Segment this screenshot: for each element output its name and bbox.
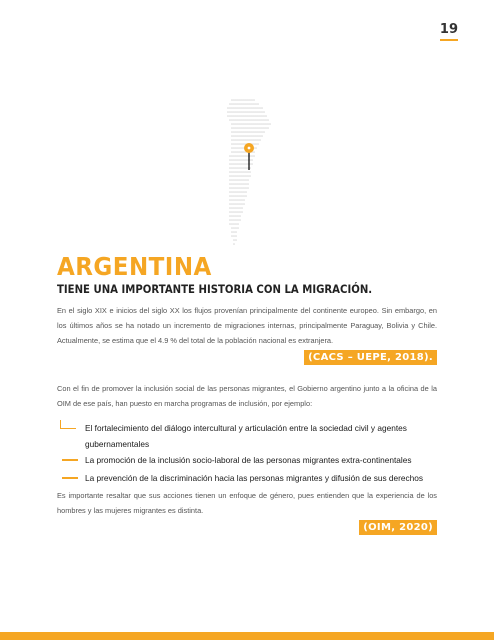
list-item (60, 470, 440, 488)
list-item-text: La promoción de la inclusión socio-laboral de las personas migrantes extra-continentales (85, 455, 412, 465)
citation-cacs: (CACS – UEPE, 2018). (304, 350, 437, 365)
argentina-dotted-map (224, 98, 278, 264)
dash-icon (62, 477, 78, 479)
list-item (60, 452, 440, 470)
programs-intro-paragraph: Con el fin de promover la inclusión social de las personas migrantes, el Gobierno argentino junto a la oficina de la OIM de ese país, han puesto en marcha programas de inclusión, por ejemplo: (57, 384, 437, 409)
gender-focus-paragraph: Es importante resaltar que sus acciones tienen un enfoque de género, pues entienden que la experiencia de los hombres y las mujeres migrantes es distinta. (57, 491, 437, 516)
list-item-text: La prevención de la discriminación hacia las personas migrantes y difusión de sus derechos (85, 473, 424, 483)
list-item-text: El fortalecimiento del diálogo intercultural y articulación entre la sociedad civil y agentes gubernamentales (85, 423, 407, 449)
page-number: 19 (440, 22, 458, 41)
country-title: ARGENTINA (57, 252, 212, 281)
dash-icon (60, 420, 76, 429)
list-item (60, 420, 440, 452)
footer-bar (0, 632, 494, 640)
section-subtitle: TIENE UNA IMPORTANTE HISTORIA CON LA MIGRACIÓN. (57, 282, 373, 296)
dash-icon (62, 459, 78, 461)
history-paragraph: En el siglo XIX e inicios del siglo XX los flujos provenían principalmente del continente europeo. Sin embargo, en los últimos años se ha notado un incremento de migraciones internas, principalmente Paraguay, Bolivia y Chile. Actualmente, se estima que el 4.9 % del total de la población nacional es extranjera. (57, 306, 437, 346)
programs-list (60, 420, 440, 488)
citation-oim: (OIM, 2020) (359, 520, 437, 535)
